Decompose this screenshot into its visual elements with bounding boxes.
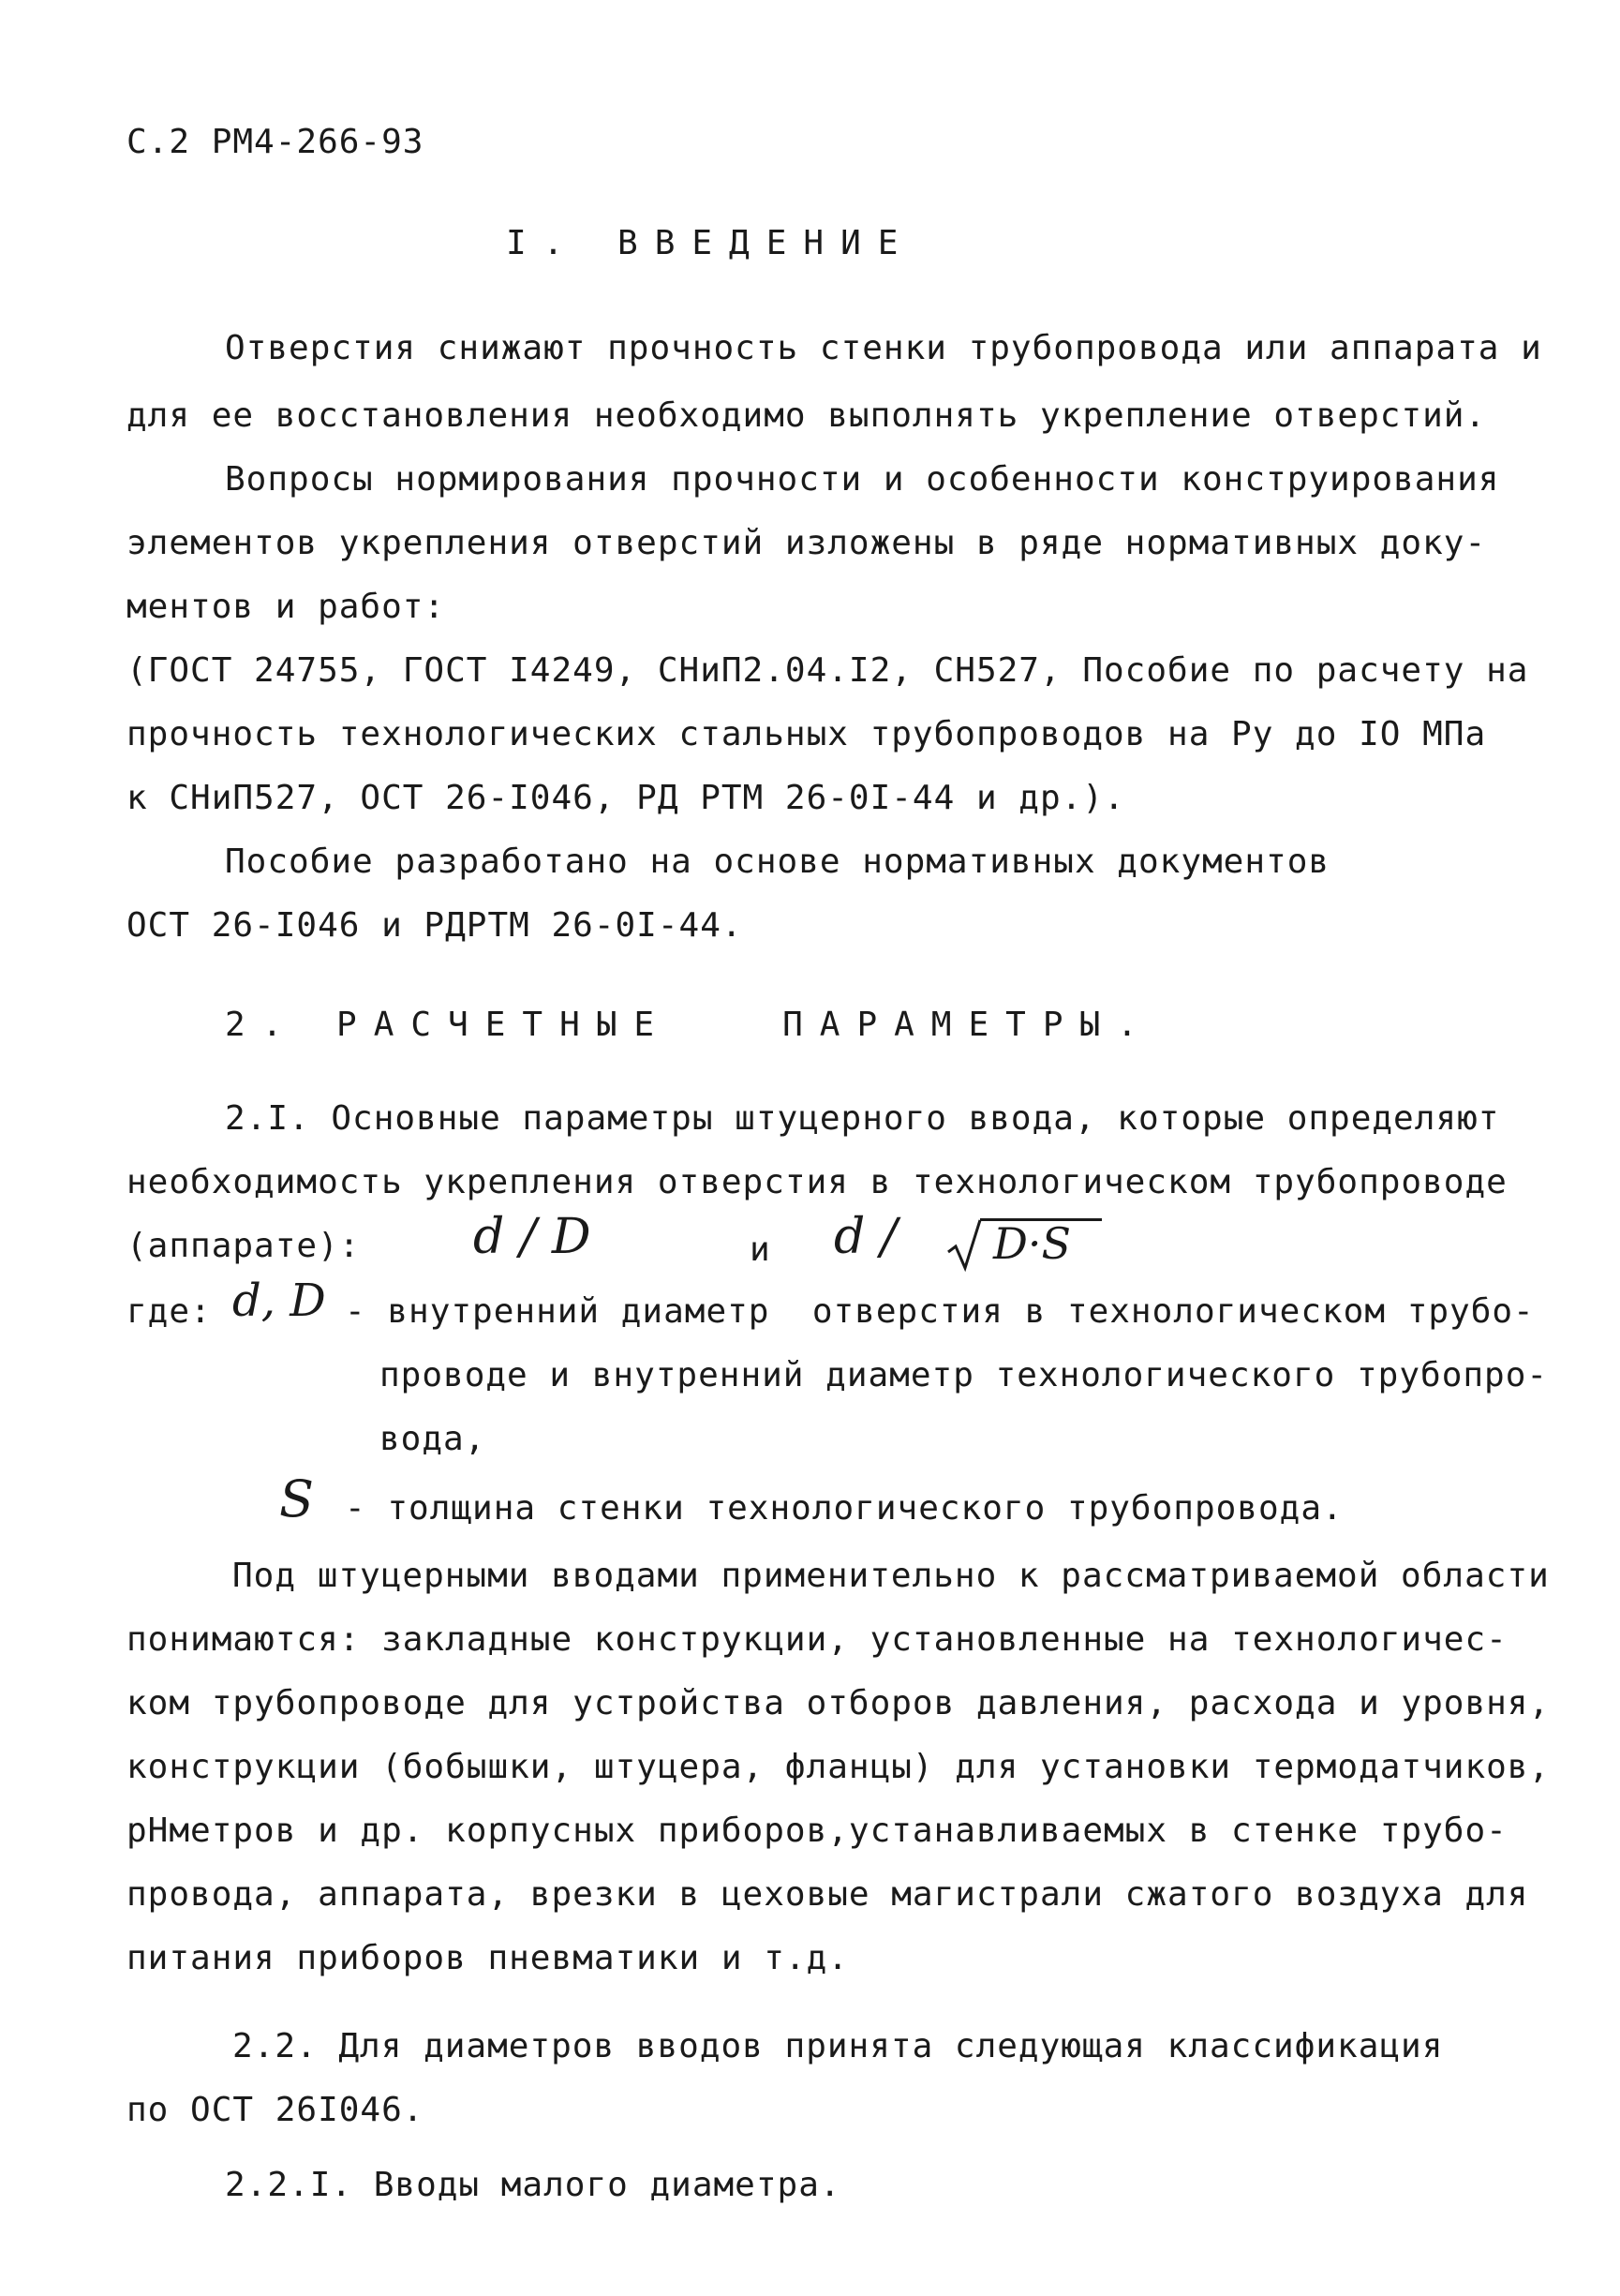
formula-d-over-D: d / D xyxy=(473,1209,591,1265)
para-21-line-1: 2.I. Основные параметры штуцерного ввода, которые определяют xyxy=(225,1099,1500,1138)
para-under-line-2: понимаются: закладные конструкции, установленные на технологичес- xyxy=(126,1620,1508,1659)
para-2-line-5: прочность технологических стальных трубопроводов на Ру до IO МПа xyxy=(126,715,1487,753)
page-code: С.2 РМ4-266-93 xyxy=(126,123,424,161)
para-22-line-2: по ОСТ 26I046. xyxy=(126,2091,424,2129)
para-under-line-5: рНметров и др. корпусных приборов,устанавливаемых в стенке трубо- xyxy=(126,1811,1508,1850)
para-2-line-4: (ГОСТ 24755, ГОСТ I4249, СНиП2.04.I2, СН527, Пособие по расчету на xyxy=(126,651,1529,690)
where-label: где: xyxy=(126,1292,212,1331)
para-3-line-2: ОСТ 26-I046 и РДРТМ 26-0I-44. xyxy=(126,906,743,945)
def-2-line: - толщина стенки технологического трубопровода. xyxy=(345,1489,1344,1528)
para-1-line-1: Отверстия снижают прочность стенки трубопровода или аппарата и xyxy=(225,329,1542,367)
def-1-line-1: - внутренний диаметр отверстия в технологическом трубо- xyxy=(345,1292,1535,1331)
def-1-symbols: d, D xyxy=(232,1275,326,1327)
formula-d-over-root: d / xyxy=(834,1209,898,1265)
para-1-line-2: для ее восстановления необходимо выполнять укрепление отверстий. xyxy=(126,396,1487,435)
para-2-line-3: ментов и работ: xyxy=(126,588,446,626)
para-221: 2.2.I. Вводы малого диаметра. xyxy=(225,2166,841,2204)
def-2-symbol: S xyxy=(279,1469,314,1528)
para-under-line-3: ком трубопроводе для устройства отборов давления, расхода и уровня, xyxy=(126,1684,1551,1722)
formula-root-content: D·S xyxy=(993,1218,1072,1269)
para-21-line-2: необходимость укрепления отверстия в технологическом трубопроводе xyxy=(126,1163,1508,1201)
para-under-line-1: Под штуцерными вводами применительно к рассматриваемой области xyxy=(232,1557,1550,1595)
section-1-title: I. ВВЕДЕНИЕ xyxy=(506,224,915,262)
para-22-line-1: 2.2. Для диаметров вводов принята следующая классификация xyxy=(232,2027,1444,2065)
para-under-line-6: провода, аппарата, врезки в цеховые магистрали сжатого воздуха для xyxy=(126,1875,1529,1914)
para-2-line-6: к СНиП527, ОСТ 26-I046, РД РТМ 26-0I-44 и др.). xyxy=(126,779,1125,817)
def-1-line-3: вода, xyxy=(379,1420,486,1458)
para-under-line-4: конструкции (бобышки, штуцера, фланцы) для установки термодатчиков, xyxy=(126,1748,1551,1786)
para-3-line-1: Пособие разработано на основе нормативных документов xyxy=(225,842,1330,881)
para-2-line-2: элементов укрепления отверстий изложены в ряде нормативных доку- xyxy=(126,524,1487,562)
para-21-line-3: (аппарате): xyxy=(126,1227,361,1265)
sqrt-sign-icon xyxy=(946,1216,984,1273)
def-1-line-2: проводе и внутренний диаметр технологического трубопро- xyxy=(379,1356,1549,1394)
para-under-line-7: питания приборов пневматики и т.д. xyxy=(126,1939,849,1977)
section-2-title: 2. РАСЧЕТНЫЕ ПАРАМЕТРЫ. xyxy=(225,1006,1154,1044)
para-2-line-1: Вопросы нормирования прочности и особенности конструирования xyxy=(225,460,1500,499)
formula-conjunction: и xyxy=(750,1230,771,1269)
